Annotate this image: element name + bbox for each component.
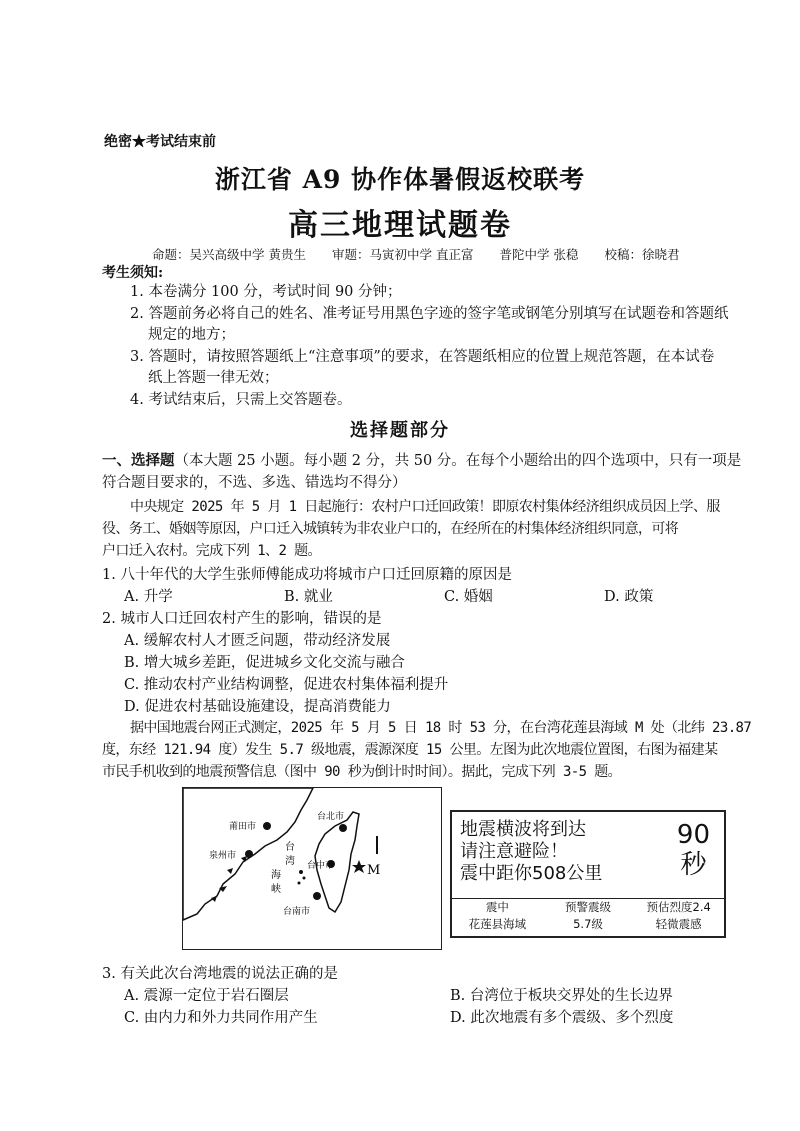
countdown-unit: 秒 bbox=[680, 850, 707, 880]
exam-title: 浙江省 A9 协作体暑假返校联考 bbox=[214, 165, 586, 194]
authors-line bbox=[152, 245, 705, 263]
label-tainan: 台南市 bbox=[283, 907, 311, 917]
passage-1-line: 户口迁入农村。完成下列 1、2 题。 bbox=[102, 543, 321, 559]
label-taipei: 台北市 bbox=[317, 812, 345, 822]
notice-item: 2. 答题前务必将自己的姓名、准考证号用黑色字迹的签字笔或钢笔分别填写在试题卷和答题纸 bbox=[130, 305, 729, 322]
alert-countdown bbox=[677, 820, 710, 880]
alert-value: 5.7级 bbox=[573, 917, 603, 931]
city-dot-quanzhou bbox=[245, 850, 253, 858]
alert-value: 轻微震感 bbox=[655, 917, 702, 931]
notice-title: 考生须知: bbox=[102, 265, 164, 281]
part1-head: 一、选择题 bbox=[102, 452, 175, 469]
penghu-island bbox=[303, 877, 306, 880]
passage-2-line: 市民手机收到的地震预警信息（图中 90 秒为倒计时时间）。据此，完成下列 3-5 题。 bbox=[102, 764, 622, 780]
alert-line-1: 地震横波将到达 bbox=[460, 819, 586, 840]
label-quanzhou: 泉州市 bbox=[209, 851, 237, 861]
alert-header: 预警震级 bbox=[565, 900, 611, 914]
label-taichung: 台中市 bbox=[307, 861, 335, 871]
q3-option-b: B. 台湾位于板块交界处的生长边界 bbox=[450, 988, 673, 1004]
notice-list bbox=[130, 282, 770, 411]
epicenter-star bbox=[352, 860, 366, 873]
passage-2-line: 据中国地震台网正式测定，2025 年 5 月 5 日 18 时 53 分，在台湾花莲县海域 M 处（北纬 23.87 bbox=[130, 720, 752, 736]
passage-1-line: 中央规定 2025 年 5 月 1 日起施行：农村户口迁回政策！即原农村集体经济组织成员因上学、服 bbox=[130, 499, 720, 515]
label-strait-1: 台 bbox=[285, 842, 295, 853]
notice-item-continuation: 纸上答题一律无效； bbox=[148, 370, 279, 386]
question-2-stem: 2. 城市人口迁回农村产生的影响，错误的是 bbox=[102, 611, 382, 627]
question-1-options bbox=[124, 585, 764, 606]
penghu-island bbox=[298, 882, 301, 885]
label-putian: 莆田市 bbox=[229, 822, 257, 832]
passage-1 bbox=[102, 496, 772, 562]
alert-header: 预估烈度2.4 bbox=[646, 900, 711, 914]
question-3-stem: 3. 有关此次台湾地震的说法正确的是 bbox=[102, 966, 338, 982]
author-reviewer: 审题：马寅初中学 直正富 bbox=[331, 247, 474, 262]
notice-item: 4. 考试结束后，只需上交答题卷。 bbox=[130, 391, 352, 408]
q2-option-d: D. 促进农村基础设施建设，提高消费能力 bbox=[124, 699, 391, 715]
q1-option-d: D. 政策 bbox=[604, 589, 654, 605]
city-dot-putian bbox=[263, 822, 271, 830]
q1-option-b: B. 就业 bbox=[284, 589, 333, 605]
notice-item-cont bbox=[130, 325, 770, 347]
alert-info-table bbox=[452, 898, 724, 933]
countdown-value: 90 bbox=[676, 820, 710, 850]
label-m: M bbox=[367, 863, 381, 878]
alert-value: 花莲县海域 bbox=[468, 917, 527, 931]
penghu-island bbox=[299, 870, 303, 874]
secret-label: 绝密★考试结束前 bbox=[104, 134, 216, 150]
earthquake-location-map bbox=[182, 787, 442, 950]
author-proofreader: 校稿：徐晓君 bbox=[604, 247, 680, 262]
q1-option-c: C. 婚姻 bbox=[444, 589, 493, 605]
notice-item: 3. 答题时，请按照答题纸上“注意事项”的要求，在答题纸相应的位置上规范答题，在本试卷 bbox=[130, 348, 715, 365]
city-dot-tainan bbox=[313, 892, 321, 900]
part1-line1: （本大题 25 小题。每小题 2 分，共 50 分。在每个小题给出的四个选项中，只有一项是 bbox=[174, 453, 742, 469]
author-reviewer-2: 普陀中学 张稳 bbox=[499, 247, 579, 262]
q3-option-c: C. 由内力和外力共同作用产生 bbox=[124, 1010, 318, 1026]
alert-value-row bbox=[452, 916, 724, 933]
alert-line-3: 震中距你508公里 bbox=[460, 863, 603, 884]
notice-item-cont bbox=[130, 368, 770, 390]
alert-message bbox=[460, 819, 602, 885]
passage-2-line: 度，东经 121.94 度）发生 5.7 级地震，震源深度 15 公里。左图为此次地震位置图，右图为福建某 bbox=[102, 742, 718, 758]
q3-option-a: A. 震源一定位于岩石圈层 bbox=[124, 988, 289, 1004]
q2-option-c: C. 推动农村产业结构调整，促进农村集体福利提升 bbox=[124, 677, 449, 693]
notice-item: 1. 本卷满分 100 分，考试时间 90 分钟； bbox=[130, 284, 402, 300]
question-1-stem: 1. 八十年代的大学生张师傅能成功将城市户口迁回原籍的原因是 bbox=[102, 567, 512, 583]
section-title: 选择题部分 bbox=[350, 420, 450, 441]
q2-option-a: A. 缓解农村人才匮乏问题，带动经济发展 bbox=[124, 633, 391, 649]
q1-option-a: A. 升学 bbox=[124, 589, 173, 605]
alert-line-2: 请注意避险！ bbox=[460, 841, 568, 862]
label-strait-3: 海 bbox=[271, 870, 281, 881]
q3-option-d: D. 此次地震有多个震级、多个烈度 bbox=[450, 1010, 674, 1026]
earthquake-alert-panel bbox=[450, 810, 726, 938]
label-strait-4: 峡 bbox=[271, 884, 281, 895]
passage-1-line: 役、务工、婚姻等原因，户口迁入城镇转为非农业户口的，在经所在的村集体经济组织同意，可将 bbox=[102, 521, 679, 537]
part1-instructions bbox=[102, 450, 772, 494]
alert-header: 震中 bbox=[485, 900, 509, 914]
notice-item-continuation: 规定的地方； bbox=[148, 327, 235, 343]
part1-line2: 符合题目要求的，不选、多选、错选均不得分） bbox=[102, 475, 407, 491]
alert-header-row bbox=[452, 899, 724, 916]
exam-subtitle: 高三地理试题卷 bbox=[288, 208, 512, 243]
q2-option-b: B. 增大城乡差距，促进城乡文化交流与融合 bbox=[124, 655, 405, 671]
author-proposer: 命题：吴兴高级中学 黄贵生 bbox=[152, 247, 306, 262]
city-dot-taipei bbox=[339, 824, 347, 832]
passage-2 bbox=[102, 717, 772, 783]
label-strait-2: 湾 bbox=[285, 856, 295, 867]
map-drawing bbox=[183, 788, 441, 949]
